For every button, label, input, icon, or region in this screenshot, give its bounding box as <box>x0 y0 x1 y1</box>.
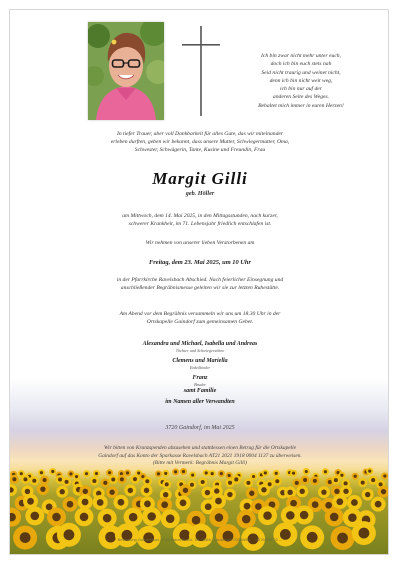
evening-line: Am Abend vor dem Begräbnis versammeln wir uns um 18.30 Uhr in der <box>119 311 281 317</box>
death-notice-line: schwerer Krankheit, im 71. Lebensjahr friedlich entschlafen ist. <box>128 221 272 228</box>
poem-line: Ich bin zwar nicht mehr unter euch, <box>260 53 341 59</box>
evening-prayer <box>20 310 380 326</box>
donation-note <box>20 445 380 468</box>
mourner-grandchildren: Clemens und Mariella <box>172 357 228 364</box>
mourner-family: samt Familie <box>183 388 217 395</box>
death-notice-line: am Mittwoch, dem 14. Mai 2025, in den Mittagsstunden, nach kurzer, <box>122 213 278 219</box>
poem-line: denn ich bin nicht weit weg, <box>269 77 333 84</box>
mourner-brother-relation: Bruder <box>194 381 206 387</box>
mourner-brother: Franz <box>192 374 208 381</box>
poem-line: Seid nicht traurig und weinet nicht, <box>261 69 341 76</box>
church-service <box>20 276 380 292</box>
poem-line: doch ich bin euch stets nah <box>270 61 332 68</box>
funeral-date: Freitag, dem 23. Mai 2025, um 10 Uhr <box>149 259 251 266</box>
church-line: in der Pfarrkirche Ravelsbach Abschied. Nach feierlicher Einsegnung und <box>116 277 284 283</box>
place-date: 3720 Gaindorf, im Mai 2025 <box>165 425 235 431</box>
mourners-list <box>20 340 380 406</box>
death-notice <box>20 212 380 228</box>
undertaker-imprint: Bestattung Gnadenbad, 3720 Ravelsbach, Tel. 0664/... Auskunft: 02958/82 ... 0676/931 22 ... <box>117 537 283 542</box>
intro-line: erleben durften, geben wir bekannt, dass unsere Mutter, Schwiegermutter, Oma, <box>110 139 290 146</box>
cross-icon <box>182 26 220 116</box>
donation-line: (Bitte mit Vermerk: Begräbnis Margit Gilli) <box>153 460 247 467</box>
church-line: anschließender Begräbnismesse geleiten wir sie zur letzten Ruhestätte. <box>120 285 280 292</box>
intro-line: In tiefer Trauer, aber voll Dankbarkeit für alles Gute, das wir miteinander <box>116 131 284 137</box>
poem <box>220 52 382 110</box>
intro-text <box>20 130 380 155</box>
poem-line: Behaltet mich immer in euren Herzen! <box>258 102 344 109</box>
mourner-all-relatives: im Namen aller Verwandten <box>165 399 235 406</box>
portrait-photo <box>88 22 164 120</box>
donation-line: Gaindorf auf das Konto der Sparkasse Ravelsbach AT21 2021 1918 0004 1137 zu überweisen. <box>98 452 302 459</box>
farewell-intro: Wir nehmen von unserer lieben Verstorbenen am <box>145 240 255 246</box>
deceased-name: Margit Gilli <box>152 169 248 188</box>
mourner-children: Alexandra und Michael, Isabella und Andreas <box>142 341 258 347</box>
poem-line: ich bin nur auf der <box>280 86 322 93</box>
mourner-children-relation: Töchter und Schwiegersöhne <box>175 348 225 353</box>
intro-line: Schwester, Schwägerin, Tante, Kusine und Freundin, Frau <box>134 147 266 154</box>
evening-line: Ortskapelle Gaindorf zum gemeinsamen Gebet. <box>146 319 254 326</box>
poem-line: anderen Seite des Weges. <box>272 94 330 101</box>
mourner-grandchildren-relation: Enkelkinder <box>189 364 211 370</box>
donation-line: Wir bitten von Kranzspenden abzusehen und stattdessen einen Betrag für die Ortskapelle <box>103 445 297 451</box>
maiden-name: geb. Höller <box>185 190 215 197</box>
